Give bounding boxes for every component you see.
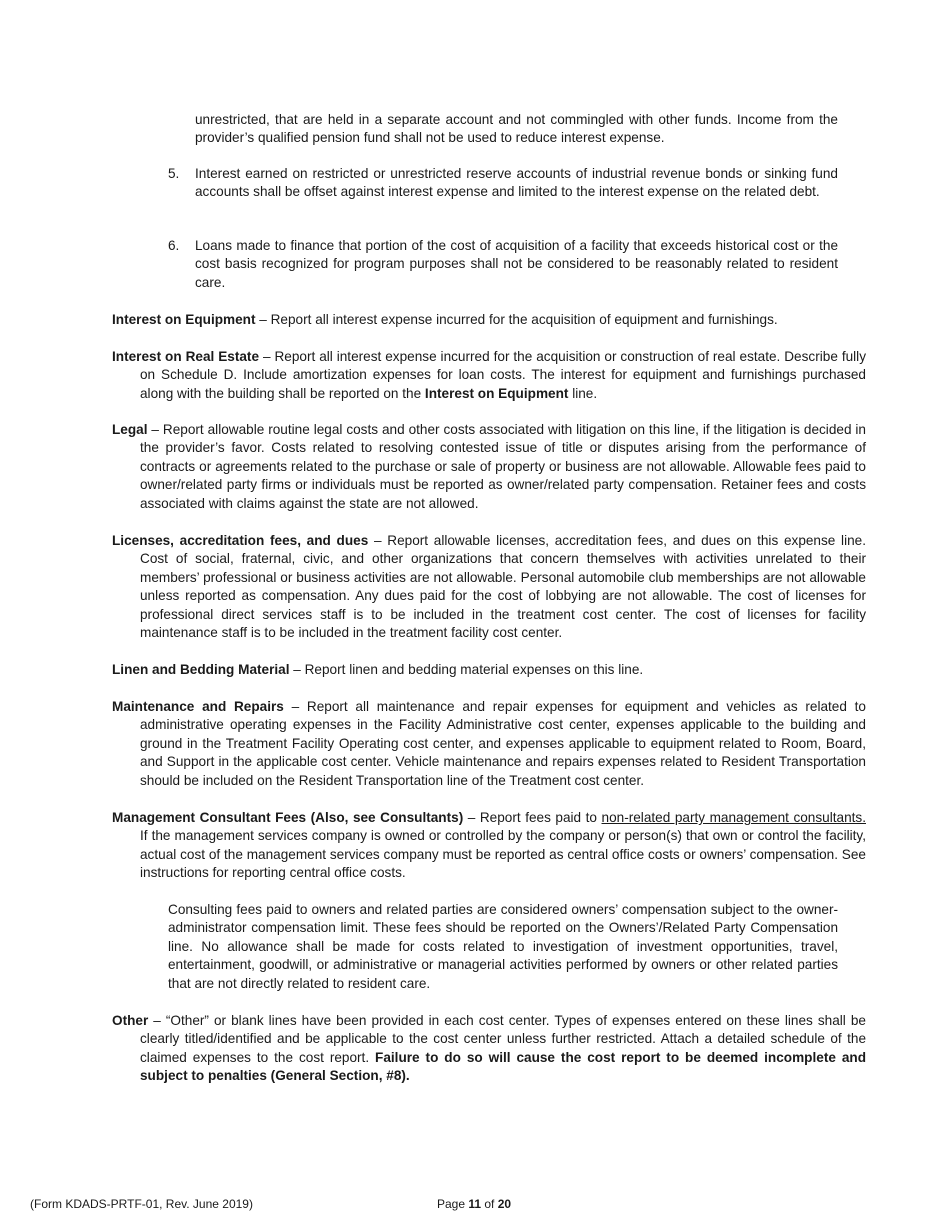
entry-interest-on-real-estate	[112, 348, 866, 403]
numbered-item-6	[168, 237, 838, 292]
entry-bold-reference: Interest on Equipment	[424, 385, 569, 401]
entry-term: Other	[112, 1013, 149, 1028]
page-label: Page	[437, 1197, 469, 1211]
item-text: Interest earned on restricted or unrestricted reserve accounts of industrial revenue bonds or sinking fund accounts shall be offset against interest expense and limited to the interest expense on the related debt.	[195, 166, 838, 200]
entry-linen-and-bedding	[112, 661, 866, 679]
entry-maintenance-and-repairs	[112, 698, 866, 790]
entry-text: – Report fees paid to	[463, 810, 602, 825]
entry-text: – Report all maintenance and repair expenses for equipment and vehicles as related to administrative operating expenses in the Facility Administrative cost center, expenses applicable to the building and ground in the Treatment Facility Operating cost center, and expenses applicable to equipment related to Room, Board, and Support in the applicable cost center. Vehicle maintenance and repairs expenses related to Resident Transportation should be included on the Resident Transportation line of the Treatment cost center.	[140, 699, 866, 788]
continuation-paragraph: unrestricted, that are held in a separate account and not commingled with other funds. Income from the provider’s qualified pension fund shall not be used to reduce interest expense.	[195, 112, 838, 146]
entry-text: – Report allowable licenses, accreditation fees, and dues on this expense line. Cost of social, fraternal, civic, and other organizations that concern themselves with activities unrelated to their members’ professional or business activities are not allowable. Personal automobile club memberships are not allowable unless reported as compensation. Any dues paid for the cost of lobbying are not allowable. The cost of licenses for professional direct services staff is to be included in the treatment cost center. The cost of licenses for facility maintenance staff is to be included in the treatment facility cost center.	[140, 533, 866, 641]
footer-page-number	[437, 1195, 511, 1213]
entry-term: Management Consultant Fees (Also, see Consultants)	[112, 810, 464, 825]
entry-text: – Report linen and bedding material expenses on this line.	[289, 662, 644, 677]
entry-bold-warning: Failure to do so will cause the cost report to be deemed incomplete and subject to penalties (General Section, #8).	[140, 1049, 867, 1084]
numbered-item-5	[168, 165, 838, 202]
total-pages: 20	[497, 1197, 512, 1211]
of-label: of	[481, 1197, 498, 1211]
entry-interest-on-equipment	[112, 311, 866, 329]
item-number: 6.	[168, 238, 180, 253]
entry-licenses	[112, 532, 866, 642]
entry-text-end: If the management services company is owned or controlled by the company or person(s) that own or control the facility, actual cost of the management services company must be reported as central office costs or owners’ compensation. See instructions for reporting central office costs.	[140, 828, 866, 881]
entry-term: Licenses, accreditation fees, and dues	[112, 533, 369, 548]
entry-term: Maintenance and Repairs	[112, 699, 284, 714]
entry-term: Interest on Equipment	[112, 312, 256, 327]
entry-text: – Report allowable routine legal costs and other costs associated with litigation on this line, if the litigation is decided in the provider’s favor. Costs related to resolving contested issue of title or disputes arising from the performance of contracts or agreements related to the purchase or sale of property or business are not allowable. Allowable fees paid to owner/related party firms or individuals must be reported as owner/related party compensation. Retainer fees and costs associated with claims against the state are not allowed.	[140, 422, 866, 511]
current-page: 11	[468, 1197, 482, 1211]
entry-term: Legal	[112, 422, 148, 437]
footer-form-id: (Form KDADS-PRTF-01, Rev. June 2019)	[30, 1197, 253, 1211]
entry-underlined-text: non-related party management consultants.	[601, 810, 866, 825]
entry-legal	[112, 421, 866, 513]
entry-text: – Report all interest expense incurred for the acquisition of equipment and furnishings.	[255, 312, 778, 327]
entry-term: Linen and Bedding Material	[112, 662, 290, 677]
item-text: Loans made to finance that portion of the cost of acquisition of a facility that exceeds historical cost or the cost basis recognized for program purposes shall not be considered to be reasonably related to resident care.	[195, 238, 838, 290]
consulting-fees-paragraph: Consulting fees paid to owners and related parties are considered owners’ compensation subject to the owner-administrator compensation limit. These fees should be reported on the Owners’/Related Party Compensation line. No allowance shall be made for costs related to investigation of investment opportunities, travel, entertainment, goodwill, or administrative or managerial activities performed by owners or other related parties that are not directly related to resident care.	[168, 902, 838, 991]
entry-term: Interest on Real Estate	[112, 349, 260, 364]
entry-text: – “Other” or blank lines have been provided in each cost center. Types of expenses entered on these lines shall be clearly titled/identified and be applicable to the cost center unless further restricted. Attach a detailed schedule of the claimed expenses to the cost report.	[140, 1013, 866, 1065]
entry-text: – Report all interest expense incurred for the acquisition or construction of real estate. Describe fully on Schedule D. Include amortization expenses for loan costs. The interest for equipment and furnishings purchased along with the building shall be reported on the	[140, 349, 866, 401]
entry-text-end: line.	[568, 385, 598, 401]
item-number: 5.	[168, 166, 180, 181]
entry-other	[112, 1012, 866, 1086]
entry-management-consultant-fees	[112, 809, 866, 883]
